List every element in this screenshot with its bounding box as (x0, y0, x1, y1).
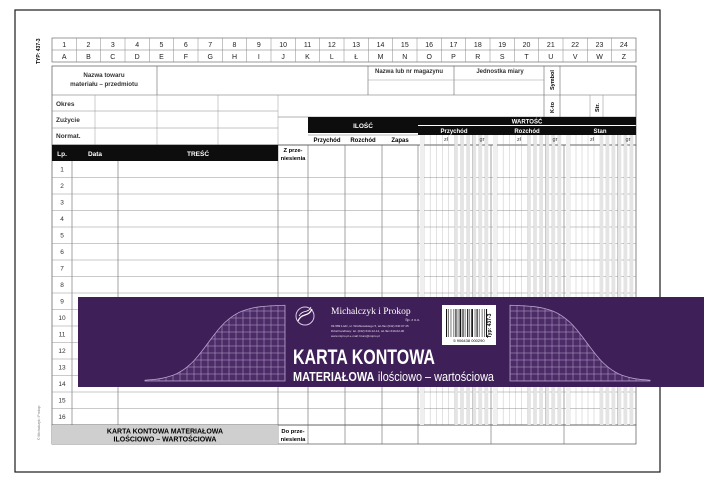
column-number: 6 (183, 42, 188, 49)
barcode-bar (460, 309, 462, 337)
column-letter: J (281, 54, 285, 61)
barcode-bar (479, 309, 480, 337)
column-letter: B (86, 54, 91, 61)
row-number: 12 (58, 348, 66, 356)
column-number: 20 (522, 42, 531, 49)
row-number: 9 (60, 298, 64, 306)
cover-band (78, 297, 704, 387)
footer-title-line1: KARTA KONTOWA MATERIAŁOWA (106, 428, 224, 436)
column-letter: K (305, 54, 310, 61)
ilosc-zapas: Zapas (391, 138, 409, 144)
barcode-bar (467, 309, 468, 337)
column-number: 13 (352, 42, 361, 49)
barcode-bar (448, 309, 449, 337)
unit-label: Jednostka miary (476, 69, 524, 75)
column-letter: I (257, 54, 260, 61)
symbol-label: Symbol (550, 70, 556, 90)
column-number: 24 (619, 42, 628, 49)
row-number: 10 (58, 315, 66, 323)
row-number: 7 (60, 265, 64, 273)
column-number: 12 (327, 42, 336, 49)
row-number: 14 (58, 381, 66, 389)
barcode-bar (458, 309, 459, 337)
column-letter: F (183, 54, 188, 61)
barcode-bar (484, 309, 485, 337)
lp-header: Lp. (57, 151, 67, 158)
column-letter: Z (621, 54, 626, 61)
product-name-line1: Nazwa towaru (83, 72, 125, 79)
barcode-bar (471, 309, 473, 337)
ilosc-przychod: Przychód (313, 138, 341, 144)
column-letter: H (231, 54, 238, 61)
column-number: 19 (498, 42, 507, 49)
column-number: 4 (135, 42, 140, 49)
barcode-bar (470, 309, 471, 337)
column-number: 17 (449, 42, 458, 49)
barcode-bar (454, 309, 455, 337)
barcode-bar (455, 309, 456, 337)
warehouse-label: Nazwa lub nr magazynu (374, 69, 444, 75)
row-number: 2 (60, 183, 64, 191)
column-letter: S (499, 54, 505, 61)
column-letter: W (596, 54, 603, 61)
address-line1: 93-589 Łódź, ul. Wróblewskiego 5, tel./fax (042) 640 07 25 (331, 324, 409, 328)
column-letter: A (61, 54, 67, 61)
gr-1: gr (479, 137, 485, 143)
barcode-bar (451, 309, 452, 337)
column-number: 10 (279, 42, 288, 49)
address-line2: Dział handlowy: tel. (042) 640-12-14, tel./fax 640-02-00 (331, 329, 405, 333)
z-przeniesienia-2: niesienia (280, 156, 306, 162)
band-type-code: Typ: 437-3 (487, 313, 493, 338)
barcode-bar (462, 309, 463, 337)
column-letter: M (377, 54, 384, 61)
column-number: 11 (303, 42, 312, 49)
row-number: 16 (58, 414, 66, 422)
column-number: 23 (595, 42, 604, 49)
column-number: 8 (232, 42, 237, 49)
address-line3: www.mipro.pl e-mail: biuro@mipro.pl (331, 334, 380, 338)
column-number: 3 (110, 42, 115, 49)
str-label: Str. (595, 103, 601, 112)
normat-label: Normat. (56, 133, 81, 140)
zl-1: zł (444, 137, 448, 143)
barcode-number: 5 906438 000290 (453, 338, 485, 343)
column-number: 22 (571, 42, 580, 49)
barcode-bar (482, 309, 483, 337)
row-number: 15 (58, 397, 66, 405)
do-przeniesienia-1: Do prze- (281, 429, 305, 435)
column-number: 5 (159, 42, 164, 49)
okres-label: Okres (56, 101, 75, 108)
column-letter: L (329, 54, 334, 61)
ilosc-rozchod: Rozchód (350, 138, 376, 144)
row-number: 6 (60, 249, 64, 257)
band-title: KARTA KONTOWA (293, 346, 435, 369)
do-przeniesienia-2: niesienia (280, 437, 306, 443)
barcode-bar (475, 309, 476, 337)
wartosc-przychod: Przychód (440, 129, 468, 135)
product-name-line2: materiału – przedmiotu (70, 81, 138, 88)
z-przeniesienia-1: Z prze- (283, 148, 303, 154)
zl-3: zł (590, 137, 594, 143)
gr-3: gr (625, 137, 631, 143)
wartosc-header: WARTOŚĆ (511, 119, 543, 126)
row-number: 4 (60, 216, 64, 224)
column-number: 21 (546, 42, 555, 49)
column-number: 1 (62, 42, 67, 49)
row-number: 13 (58, 364, 66, 372)
column-letter: P (451, 54, 456, 61)
barcode-bar (477, 309, 478, 337)
column-letter: V (572, 54, 578, 61)
column-letter: N (402, 54, 408, 61)
column-number: 9 (256, 42, 261, 49)
column-letter: Ł (354, 54, 359, 61)
zuzycie-label: Zużycie (56, 117, 80, 124)
column-number: 16 (425, 42, 434, 49)
column-number: 15 (400, 42, 409, 49)
form-type-code: TYP: 437-3 (36, 38, 42, 64)
table-header-bar (52, 145, 278, 161)
column-letter: O (426, 54, 432, 61)
column-number: 18 (473, 42, 482, 49)
kto-label: K-to (550, 102, 556, 113)
column-number: 2 (86, 42, 91, 49)
column-letter: R (475, 54, 481, 61)
column-letter: G (207, 54, 213, 61)
row-number: 1 (60, 166, 64, 174)
barcode-bar (446, 309, 447, 337)
band-subtitle-bold: MATERIAŁOWA (293, 370, 387, 384)
side-note: © Michalczyk i Prokop (37, 405, 41, 440)
wartosc-stan: Stan (593, 129, 607, 135)
column-letter: T (524, 54, 529, 61)
tresc-header: TREŚĆ (186, 151, 210, 158)
brand-name: Michalczyk i Prokop (331, 307, 411, 317)
gr-2: gr (552, 137, 558, 143)
row-number: 5 (60, 232, 64, 240)
column-letter: E (159, 54, 164, 61)
column-number: 14 (376, 42, 385, 49)
wartosc-rozchod: Rozchód (514, 129, 540, 135)
column-letter: C (110, 54, 116, 61)
brand-suffix: Sp. z o.o. (405, 318, 420, 322)
sheet-border (15, 10, 660, 472)
ilosc-header: ILOŚĆ (353, 123, 373, 130)
zl-2: zł (517, 137, 521, 143)
footer-title-line2: ILOŚCIOWO – WARTOŚCIOWA (113, 436, 217, 444)
row-number: 11 (58, 331, 66, 339)
barcode-bar (465, 309, 466, 337)
data-header: Data (87, 151, 103, 158)
column-letter: U (548, 54, 554, 61)
column-number: 7 (208, 42, 213, 49)
row-number: 3 (60, 199, 64, 207)
row-number: 8 (60, 282, 64, 290)
column-letter: D (134, 54, 140, 61)
band-subtitle (293, 370, 512, 384)
band-subtitle-rest: ilościowo – wartościowa (377, 370, 512, 384)
